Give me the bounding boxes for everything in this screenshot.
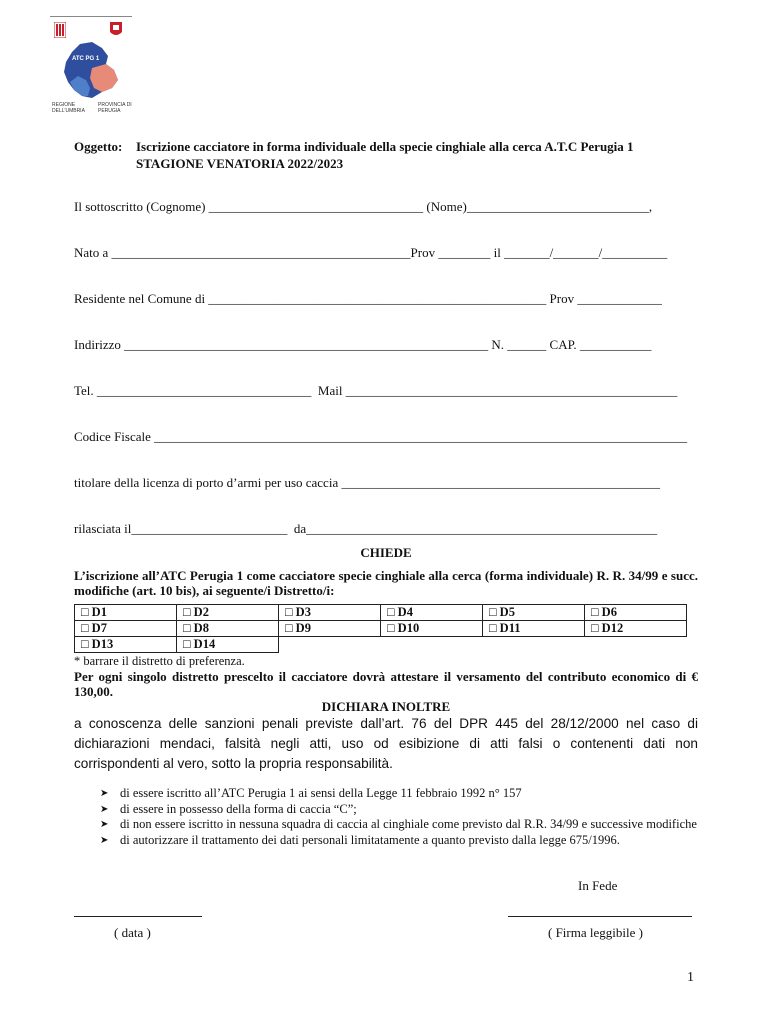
districts-table [74, 604, 687, 653]
umbria-map-icon [62, 42, 122, 100]
logo-divider [50, 16, 132, 17]
district-checkbox[interactable]: □ D11 [483, 621, 585, 637]
district-checkbox[interactable]: □ D1 [75, 605, 177, 621]
district-checkbox[interactable]: □ D4 [381, 605, 483, 621]
declaration-text: di non essere iscritto in nessuna squadra di caccia al cinghiale come previsto dal R.R. 34/99 e successive modifiche [120, 817, 697, 831]
field-titolare[interactable]: titolare della licenza di porto d’armi per uso caccia _________________________________________________ [74, 475, 660, 490]
district-checkbox[interactable]: □ D10 [381, 621, 483, 637]
field-tel-mail[interactable]: Tel. _________________________________ Mail ___________________________________________________ [74, 383, 678, 398]
declaration-text: di autorizzare il trattamento dei dati personali limitatamente a quanto previsto dalla legge 675/1996. [120, 832, 620, 847]
declarations-list [100, 786, 698, 848]
district-checkbox[interactable]: □ D14 [177, 637, 279, 653]
subject-season: STAGIONE VENATORIA 2022/2023 [136, 156, 344, 171]
date-input-line[interactable] [74, 916, 202, 917]
table-row [75, 637, 687, 653]
atc-logo [50, 16, 132, 120]
logo-caption-left: REGIONE DELL'UMBRIA [52, 102, 85, 114]
district-note: * barrare il distretto di preferenza. [74, 654, 245, 668]
request-text: L’iscrizione all’ATC Perugia 1 come cacciatore specie cinghiale alla cerca (forma individuale) R. R. 34/99 e succ. modifiche (art. 10 bis), ai seguente/i Distretto/i: [74, 568, 698, 598]
page-number: 1 [687, 970, 694, 985]
empty-cell [585, 637, 687, 653]
in-fede: In Fede [578, 878, 618, 893]
field-nato[interactable]: Nato a ______________________________________________Prov ________ il _______/_______/__________ [74, 245, 668, 260]
signature-input-line[interactable] [508, 916, 692, 917]
chiede-heading: CHIEDE [360, 545, 412, 560]
logo-caption-right: PROVINCIA DI PERUGIA [98, 102, 132, 114]
subject-block [74, 138, 698, 172]
awareness-text: a conoscenza delle sanzioni penali previste dall’art. 76 del DPR 445 del 28/12/2000 nel caso di dichiarazioni mendaci, falsità negli atti, uso od esibizione di atti falsi o contenenti dati non corrispondenti al vero, sotto la propria responsabilità. [74, 716, 698, 771]
field-rilasciata[interactable]: rilasciata il________________________ da______________________________________________________ [74, 521, 658, 536]
declaration-text: di essere iscritto all’ATC Perugia 1 ai sensi della Legge 11 febbraio 1992 n° 157 [120, 786, 522, 800]
map-label: ATC PG 1 [72, 56, 100, 62]
district-checkbox[interactable]: □ D9 [279, 621, 381, 637]
field-sottoscritto[interactable]: Il sottoscritto (Cognome) _________________________________ (Nome)____________________________, [74, 199, 653, 214]
district-checkbox[interactable]: □ D13 [75, 637, 177, 653]
field-residente[interactable]: Residente nel Comune di ____________________________________________________ Prov _____________ [74, 291, 662, 306]
arrow-bullet-icon: ➤ [100, 803, 109, 815]
list-item [100, 802, 698, 818]
empty-cell [381, 637, 483, 653]
district-checkbox[interactable]: □ D12 [585, 621, 687, 637]
coat-of-arms-left-icon [54, 22, 66, 38]
arrow-bullet-icon: ➤ [100, 788, 109, 799]
subject-line-1 [74, 138, 698, 155]
field-indirizzo[interactable]: Indirizzo ________________________________________________________ N. ______ CAP. ___________ [74, 337, 652, 352]
empty-cell [483, 637, 585, 653]
subject-title: Iscrizione cacciatore in forma individuale della specie cinghiale alla cerca A.T.C Perugia 1 [136, 139, 634, 154]
signature-label: ( Firma leggibile ) [548, 925, 643, 940]
arrow-bullet-icon: ➤ [100, 819, 109, 830]
district-checkbox[interactable]: □ D6 [585, 605, 687, 621]
district-checkbox[interactable]: □ D7 [75, 621, 177, 637]
subject-label: Oggetto: [74, 139, 123, 154]
declaration-text: di essere in possesso della forma di caccia “C”; [120, 801, 357, 816]
table-row [75, 621, 687, 637]
field-codice-fiscale[interactable]: Codice Fiscale __________________________________________________________________________________ [74, 429, 688, 444]
arrow-bullet-icon: ➤ [100, 834, 109, 846]
fee-text: Per ogni singolo distretto prescelto il cacciatore dovrà attestare il versamento del contributo economico di € 130,00. [74, 669, 698, 699]
district-checkbox[interactable]: □ D2 [177, 605, 279, 621]
coat-of-arms-right-icon [110, 22, 122, 38]
list-item [100, 833, 698, 849]
date-label: ( data ) [114, 925, 151, 940]
district-checkbox[interactable]: □ D3 [279, 605, 381, 621]
empty-cell [279, 637, 381, 653]
district-checkbox[interactable]: □ D8 [177, 621, 279, 637]
list-item [100, 786, 698, 802]
dichiara-heading: DICHIARA INOLTRE [321, 699, 451, 714]
list-item [100, 817, 698, 833]
district-checkbox[interactable]: □ D5 [483, 605, 585, 621]
table-row [75, 605, 687, 621]
